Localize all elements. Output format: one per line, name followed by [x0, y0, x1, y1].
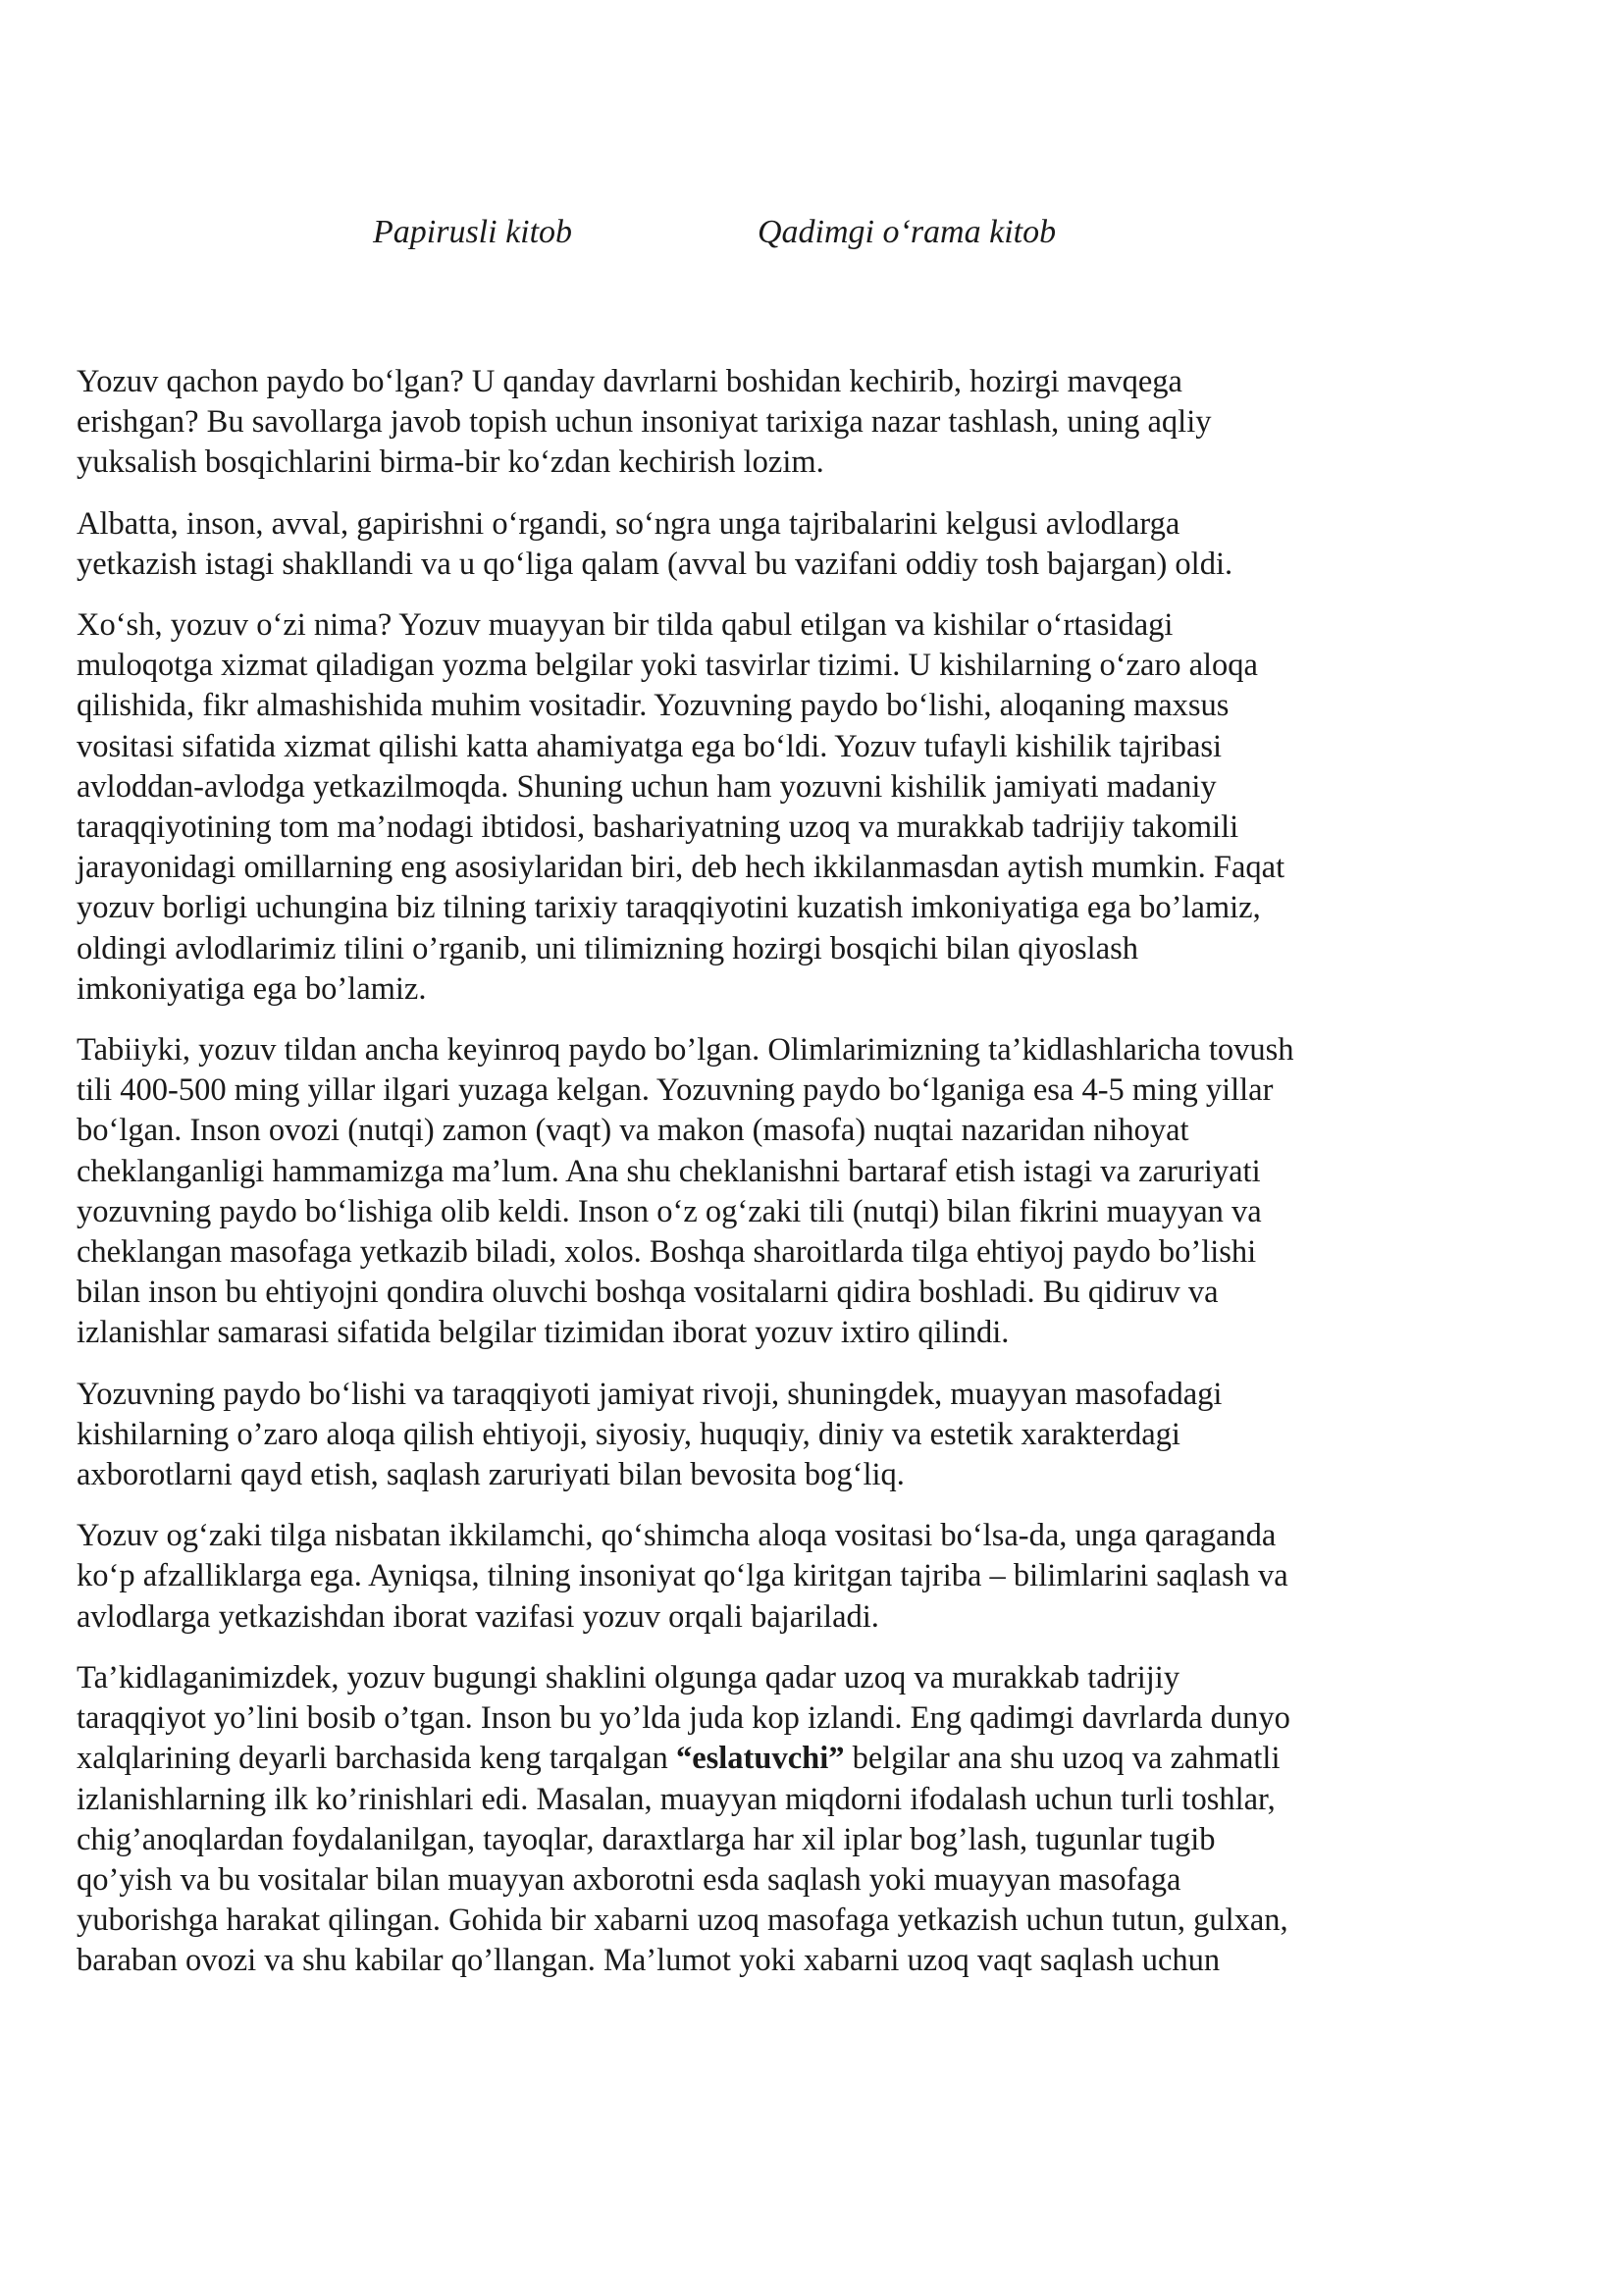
image-captions	[0, 214, 1624, 263]
text-line: cheklangan masofaga yetkazib biladi, xolos. Boshqa sharoitlarda tilga ehtiyoj paydo bo’lishi	[77, 1234, 1257, 1271]
text-line: taraqqiyotining tom ma’nodagi ibtidosi, bashariyatning uzoq va murakkab tadrijiy takomili	[77, 809, 1239, 846]
text-line: jarayonidagi omillarning eng asosiylaridan biri, deb hech ikkilanmasdan aytish mumkin. Faqat	[77, 850, 1285, 886]
text-line	[77, 1739, 1548, 1779]
paragraph	[77, 504, 1548, 585]
text-line: yozuvning paydo bo‘lishiga olib keldi. Inson o‘z og‘zaki tili (nutqi) bilan fikrini muayyan va	[77, 1193, 1262, 1229]
text-run: belgilar ana shu uzoq va zahmatli	[844, 1741, 1281, 1777]
text-line: Albatta, inson, avval, gapirishni o‘rgandi, so‘ngra unga tajribalarini kelgusi avlodlarga	[77, 505, 1180, 542]
text-line: vositasi sifatida xizmat qilishi katta ahamiyatga ega bo‘ldi. Yozuv tufayli kishilik tajribasi	[77, 728, 1223, 764]
text-line: imkoniyatiga ega bo’lamiz.	[77, 970, 427, 1007]
paragraph	[77, 1516, 1548, 1638]
text-line: qilishida, fikr almashishida muhim vositadir. Yozuvning paydo bo‘lishi, aloqaning maxsus	[77, 688, 1230, 724]
text-line: avloddan-avlodga yetkazilmoqda. Shuning uchun ham yozuvni kishilik jamiyati madaniy	[77, 768, 1217, 805]
caption-ancient-scroll-book: Qadimgi o‘rama kitob	[758, 214, 1057, 250]
text-line: yuksalish bosqichlarini birma-bir ko‘zdan kechirish lozim.	[77, 444, 824, 481]
text-line: yuborishga harakat qilingan. Gohida bir xabarni uzoq masofaga yetkazish uchun tutun, gulxan,	[77, 1903, 1288, 1939]
emphasized-term: “eslatuvchi”	[675, 1741, 845, 1777]
text-line: kishilarning o’zaro aloqa qilish ehtiyoji, siyosiy, huquqiy, diniy va estetik xarakterdagi	[77, 1416, 1180, 1452]
text-line: avlodlarga yetkazishdan iborat vazifasi yozuv orqali bajariladi.	[77, 1598, 879, 1635]
text-line: oldingi avlodlarimiz tilini o’rganib, uni tilimizning hozirgi bosqichi bilan qiyoslash	[77, 930, 1139, 966]
paragraph	[77, 1375, 1548, 1496]
text-line: baraban ovozi va shu kabilar qo’llangan. Ma’lumot yoki xabarni uzoq vaqt saqlash uchun	[77, 1943, 1221, 1979]
text-line: Yozuv og‘zaki tilga nisbatan ikkilamchi, qo‘shimcha aloqa vositasi bo‘lsa-da, unga qaraganda	[77, 1518, 1277, 1554]
text-line: erishgan? Bu savollarga javob topish uchun insoniyat tarixiga nazar tashlash, uning aqliy	[77, 404, 1212, 441]
text-line: cheklanganligi hammamizga ma’lum. Ana shu cheklanishni bartaraf etish istagi va zaruriyati	[77, 1153, 1261, 1189]
text-line: Xo‘sh, yozuv o‘zi nima? Yozuv muayyan bir tilda qabul etilgan va kishilar o‘rtasidagi	[77, 607, 1174, 644]
text-line: Yozuv qachon paydo bo‘lgan? U qanday davrlarni boshidan kechirib, hozirgi mavqega	[77, 364, 1182, 399]
text-line: Yozuvning paydo bo‘lishi va taraqqiyoti jamiyat rivoji, shuningdek, muayyan masofadagi	[77, 1376, 1223, 1412]
text-line: yetkazish istagi shakllandi va u qo‘liga qalam (avval bu vazifani oddiy tosh bajargan) oldi.	[77, 546, 1233, 582]
text-line: yozuv borligi uchungina biz tilning tarixiy taraqqiyotini kuzatish imkoniyatiga ega bo’lamiz,	[77, 890, 1261, 926]
text-line: izlanishlarning ilk ko’rinishlari edi. Masalan, muayyan miqdorni ifodalash uchun turli toshlar,	[77, 1781, 1276, 1817]
text-line: bilan inson bu ehtiyojni qondira oluvchi boshqa vositalarni qidira boshladi. Bu qidiruv va	[77, 1275, 1219, 1311]
paragraph	[77, 1658, 1548, 1982]
text-line: Ta’kidlaganimizdek, yozuv bugungi shaklini olgunga qadar uzoq va murakkab tadrijiy	[77, 1659, 1180, 1695]
text-line: ko‘p afzalliklarga ega. Ayniqsa, tilning insoniyat qo‘lga kiritgan tajriba – bilimlarini saqlash va	[77, 1558, 1288, 1594]
caption-papyrus-book: Papirusli kitob	[373, 214, 573, 250]
text-line: axborotlarni qayd etish, saqlash zaruriyati bilan bevosita bog‘liq.	[77, 1457, 905, 1493]
text-line: Tabiiyki, yozuv tildan ancha keyinroq paydo bo’lgan. Olimlarimizning ta’kidlashlaricha tovush	[77, 1032, 1294, 1069]
text-line: qo’yish va bu vositalar bilan muayyan axborotni esda saqlash yoki muayyan masofaga	[77, 1861, 1181, 1898]
text-line: tili 400-500 ming yillar ilgari yuzaga kelgan. Yozuvning paydo bo‘lganiga esa 4-5 ming yillar	[77, 1072, 1274, 1109]
text-line: chig’anoqlardan foydalanilgan, tayoqlar, daraxtlarga har xil iplar bog’lash, tugunlar tugib	[77, 1821, 1216, 1857]
paragraph	[77, 1030, 1548, 1354]
text-line: bo‘lgan. Inson ovozi (nutqi) zamon (vaqt) va makon (masofa) nuqtai nazaridan nihoyat	[77, 1113, 1189, 1149]
paragraph	[77, 605, 1548, 1010]
paragraph	[77, 362, 1548, 484]
text-line: izlanishlar samarasi sifatida belgilar tizimidan iborat yozuv ixtiro qilindi.	[77, 1315, 1010, 1351]
text-line: taraqqiyot yo’lini bosib o’tgan. Inson bu yo’lda juda kop izlandi. Eng qadimgi davrlarda dunyo	[77, 1700, 1290, 1737]
text-run: xalqlarining deyarli barchasida keng tarqalgan	[77, 1741, 676, 1777]
text-line: muloqotga xizmat qiladigan yozma belgilar yoki tasvirlar tizimi. U kishilarning o‘zaro aloqa	[77, 648, 1258, 684]
document-body	[77, 362, 1548, 2003]
